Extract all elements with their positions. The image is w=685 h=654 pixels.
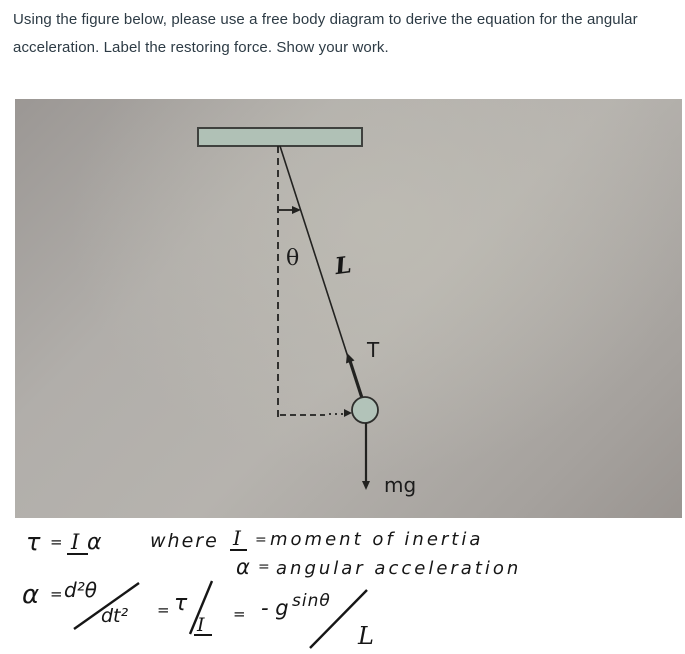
tension-label: T — [367, 338, 380, 362]
tension-arrow — [350, 360, 362, 397]
horizontal-arrow-head — [344, 409, 352, 417]
hw-eq3c: = — [233, 605, 246, 623]
hw-def-alpha-text: angular acceleration — [276, 558, 522, 579]
hw-def-I-eq: = — [255, 532, 267, 548]
figure-photo — [15, 99, 682, 518]
hw-inertia-symbol: I — [71, 530, 80, 554]
hw-eq3b: = — [157, 601, 170, 619]
hw-def-alpha-symbol: α — [236, 555, 250, 579]
handwritten-equations — [0, 518, 685, 649]
hw-num1: d²θ — [64, 578, 97, 602]
hw-den1: dt² — [101, 605, 129, 627]
hw-num3a: - g — [261, 596, 289, 620]
theta-label: θ — [286, 246, 300, 271]
hw-alpha3: α — [22, 580, 40, 610]
ceiling-bar — [198, 128, 362, 146]
hw-alpha1: α — [87, 530, 102, 555]
weight-label: mg — [384, 473, 417, 497]
tension-arrow-head — [346, 353, 355, 364]
hw-den2: I — [197, 614, 205, 636]
hw-def-alpha-eq: = — [258, 559, 270, 575]
hw-num3b: sinθ — [292, 591, 331, 611]
hw-def-I-symbol: I — [233, 526, 241, 550]
weight-arrow-head — [362, 481, 370, 490]
hw-num2: τ — [174, 591, 188, 616]
hw-den3: L — [358, 622, 374, 649]
length-label: L — [333, 251, 353, 281]
hw-def-I-text: moment of inertia — [270, 529, 484, 550]
hw-tau: τ — [26, 528, 41, 556]
pendulum-bob — [352, 397, 378, 423]
hw-eq1: = — [50, 533, 63, 551]
hw-where: where — [150, 530, 219, 552]
handwritten-work — [0, 518, 685, 649]
question-text: Using the figure below, please use a free body diagram to derive the equation for the angular acceleration. Label the restoring force. Show your work. — [13, 11, 638, 56]
pendulum-diagram — [15, 99, 682, 518]
hw-eq3a: = — [50, 585, 63, 603]
